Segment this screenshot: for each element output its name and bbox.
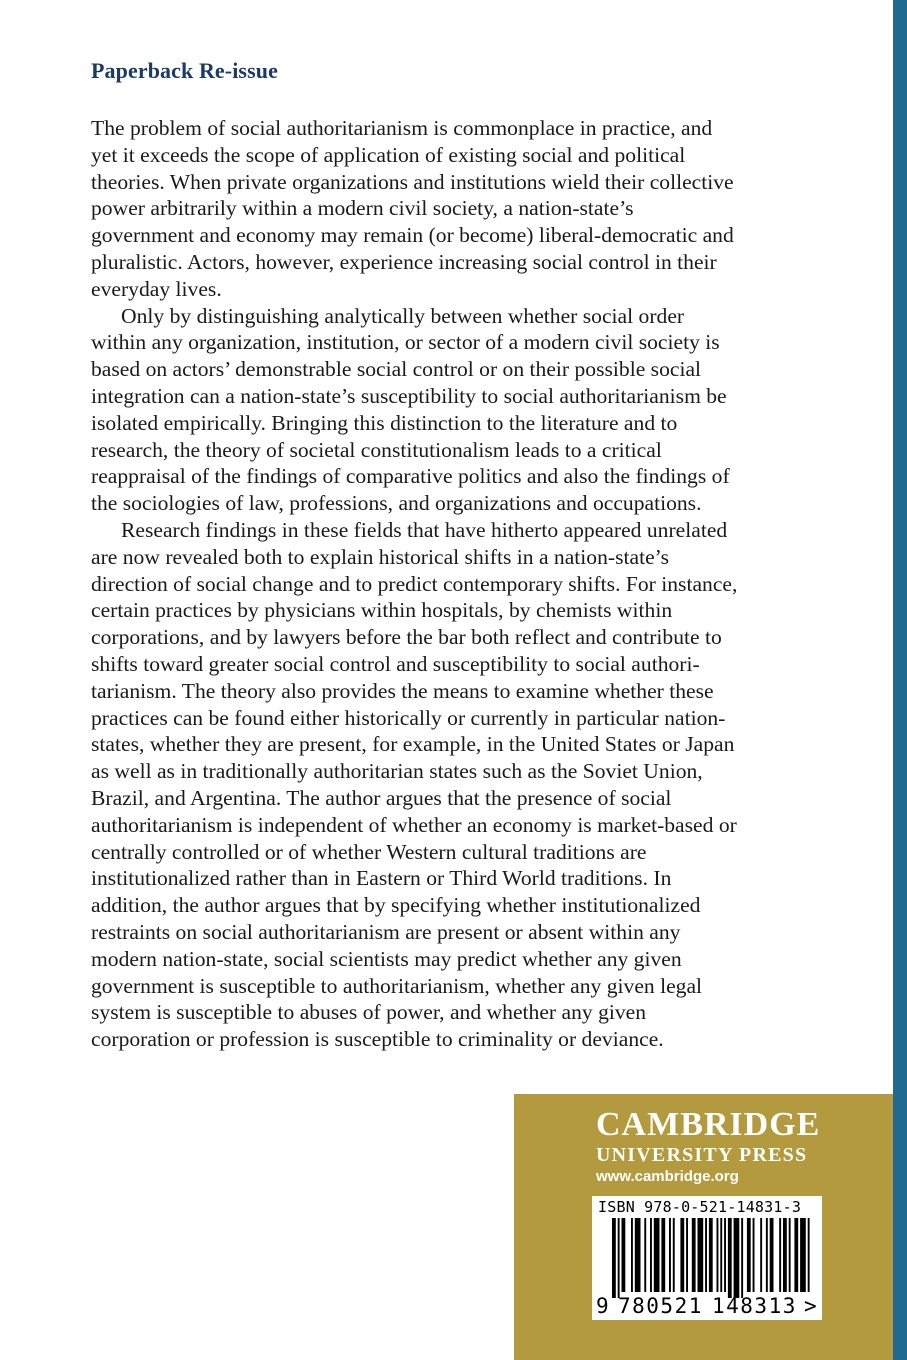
barcode-bar <box>717 1218 719 1292</box>
text-line: modern nation-state, social scientists may predict whether any given <box>91 946 682 971</box>
barcode-group-2: 148313 <box>712 1294 797 1318</box>
paragraph-3 <box>91 517 861 1053</box>
barcode-bar <box>747 1218 751 1292</box>
section-heading: Paperback Re-issue <box>91 58 278 83</box>
text-line: pluralistic. Actors, however, experience increasing social control in their <box>91 249 717 274</box>
barcode-bars-icon <box>592 1218 822 1298</box>
barcode-bar <box>635 1218 641 1292</box>
text-line: states, whether they are present, for example, in the United States or Japan <box>91 732 735 757</box>
text-line: corporation or profession is susceptible to criminality or deviance. <box>91 1027 664 1052</box>
text-line: Research findings in these fields that have hitherto appeared unrelated <box>121 517 728 542</box>
text-line: reappraisal of the findings of comparative politics and also the findings of <box>91 464 730 489</box>
barcode-bar <box>631 1218 633 1292</box>
barcode-bar <box>770 1218 774 1292</box>
text-line: everyday lives. <box>91 276 222 301</box>
barcode-bar <box>789 1218 791 1292</box>
text-line: theories. When private organizations and institutions wield their collective <box>91 169 734 194</box>
text-line: Brazil, and Argentina. The author argues that the presence of social <box>91 785 672 810</box>
text-line: are now revealed both to explain historical shifts in a nation-state’s <box>91 544 670 569</box>
barcode-bar <box>622 1218 626 1292</box>
text-line: centrally controlled or of whether Western cultural traditions are <box>91 839 647 864</box>
text-line: addition, the author argues that by specifying whether institutionalized <box>91 893 701 918</box>
text-line: institutionalized rather than in Eastern or Third World traditions. In <box>91 866 672 891</box>
paragraph-1 <box>91 115 861 303</box>
text-line: integration can a nation-state’s susceptibility to social authoritarianism be <box>91 383 727 408</box>
barcode-bar <box>680 1218 684 1292</box>
barcode-bar <box>661 1218 665 1292</box>
text-line: yet it exceeds the scope of application of existing social and political <box>91 142 686 167</box>
barcode-bar <box>779 1218 781 1292</box>
text-line: power arbitrarily within a modern civil society, a nation-state’s <box>91 196 634 221</box>
barcode-bar <box>753 1218 755 1292</box>
isbn-barcode <box>592 1196 822 1320</box>
text-line: Only by distinguishing analytically between whether social order <box>121 303 685 328</box>
barcode-bar <box>705 1218 707 1292</box>
text-line: practices can be found either historically or currently in particular nation- <box>91 705 726 730</box>
barcode-bar <box>794 1218 798 1292</box>
text-line: certain practices by physicians within hospitals, by chemists within <box>91 598 673 623</box>
barcode-bar <box>766 1218 768 1292</box>
barcode-bar <box>686 1218 688 1292</box>
barcode-bar <box>728 1218 732 1298</box>
text-line: the sociologies of law, professions, and organizations and occupations. <box>91 491 702 516</box>
paragraph-2 <box>91 303 861 517</box>
text-line: corporations, and by lawyers before the bar both reflect and contribute to <box>91 625 722 650</box>
barcode-bar <box>644 1218 646 1292</box>
text-line: isolated empirically. Bringing this distinction to the literature and to <box>91 410 678 435</box>
text-line: authoritarianism is independent of whether an economy is market-based or <box>91 812 737 837</box>
barcode-bar <box>612 1218 616 1298</box>
publisher-subtitle: UNIVERSITY PRESS <box>596 1144 808 1166</box>
barcode-bar <box>741 1218 743 1298</box>
barcode-bar <box>808 1218 810 1292</box>
text-line: shifts toward greater social control and susceptibility to social authori- <box>91 651 700 676</box>
barcode-end-mark: > <box>804 1294 817 1318</box>
barcode-bar <box>760 1218 762 1292</box>
text-line: based on actors’ demonstrable social control or on their possible social <box>91 357 702 382</box>
text-line: government and economy may remain (or become) liberal-democratic and <box>91 223 734 248</box>
text-line: tarianism. The theory also provides the means to examine whether these <box>91 678 714 703</box>
barcode-bar <box>673 1218 675 1292</box>
text-line: research, the theory of societal constitutionalism leads to a critical <box>91 437 662 462</box>
barcode-bar <box>698 1218 704 1292</box>
barcode-bar <box>650 1218 652 1292</box>
publisher-name: CAMBRIDGE <box>596 1106 821 1143</box>
text-line: The problem of social authoritarianism is commonplace in practice, and <box>91 116 713 140</box>
spine-edge <box>893 0 907 1360</box>
barcode-bar <box>669 1218 671 1292</box>
text-line: within any organization, institution, or sector of a modern civil society is <box>91 330 720 355</box>
barcode-bar <box>618 1218 620 1298</box>
barcode-bar <box>734 1218 740 1298</box>
barcode-bar <box>800 1218 806 1292</box>
isbn-label: ISBN 978-0-521-14831-3 <box>598 1198 802 1216</box>
barcode-group-1: 780521 <box>618 1294 703 1318</box>
text-line: as well as in traditionally authoritarian states such as the Soviet Union, <box>91 759 703 784</box>
publisher-url: www.cambridge.org <box>596 1168 739 1185</box>
blurb-text <box>91 115 861 1053</box>
barcode-bar <box>724 1218 726 1292</box>
text-line: system is susceptible to abuses of power, and whether any given <box>91 1000 647 1025</box>
barcode-bar <box>783 1218 787 1292</box>
barcode-bar <box>654 1218 660 1292</box>
barcode-bar <box>709 1218 713 1292</box>
text-line: restraints on social authoritarianism are present or absent within any <box>91 919 681 944</box>
barcode-bar <box>720 1218 722 1292</box>
text-line: direction of social change and to predict contemporary shifts. For instance, <box>91 571 738 596</box>
barcode-bar <box>692 1218 696 1292</box>
publisher-panel <box>514 1094 893 1360</box>
text-line: government is susceptible to authoritarianism, whether any given legal <box>91 973 703 998</box>
barcode-lead-digit: 9 <box>596 1294 609 1318</box>
